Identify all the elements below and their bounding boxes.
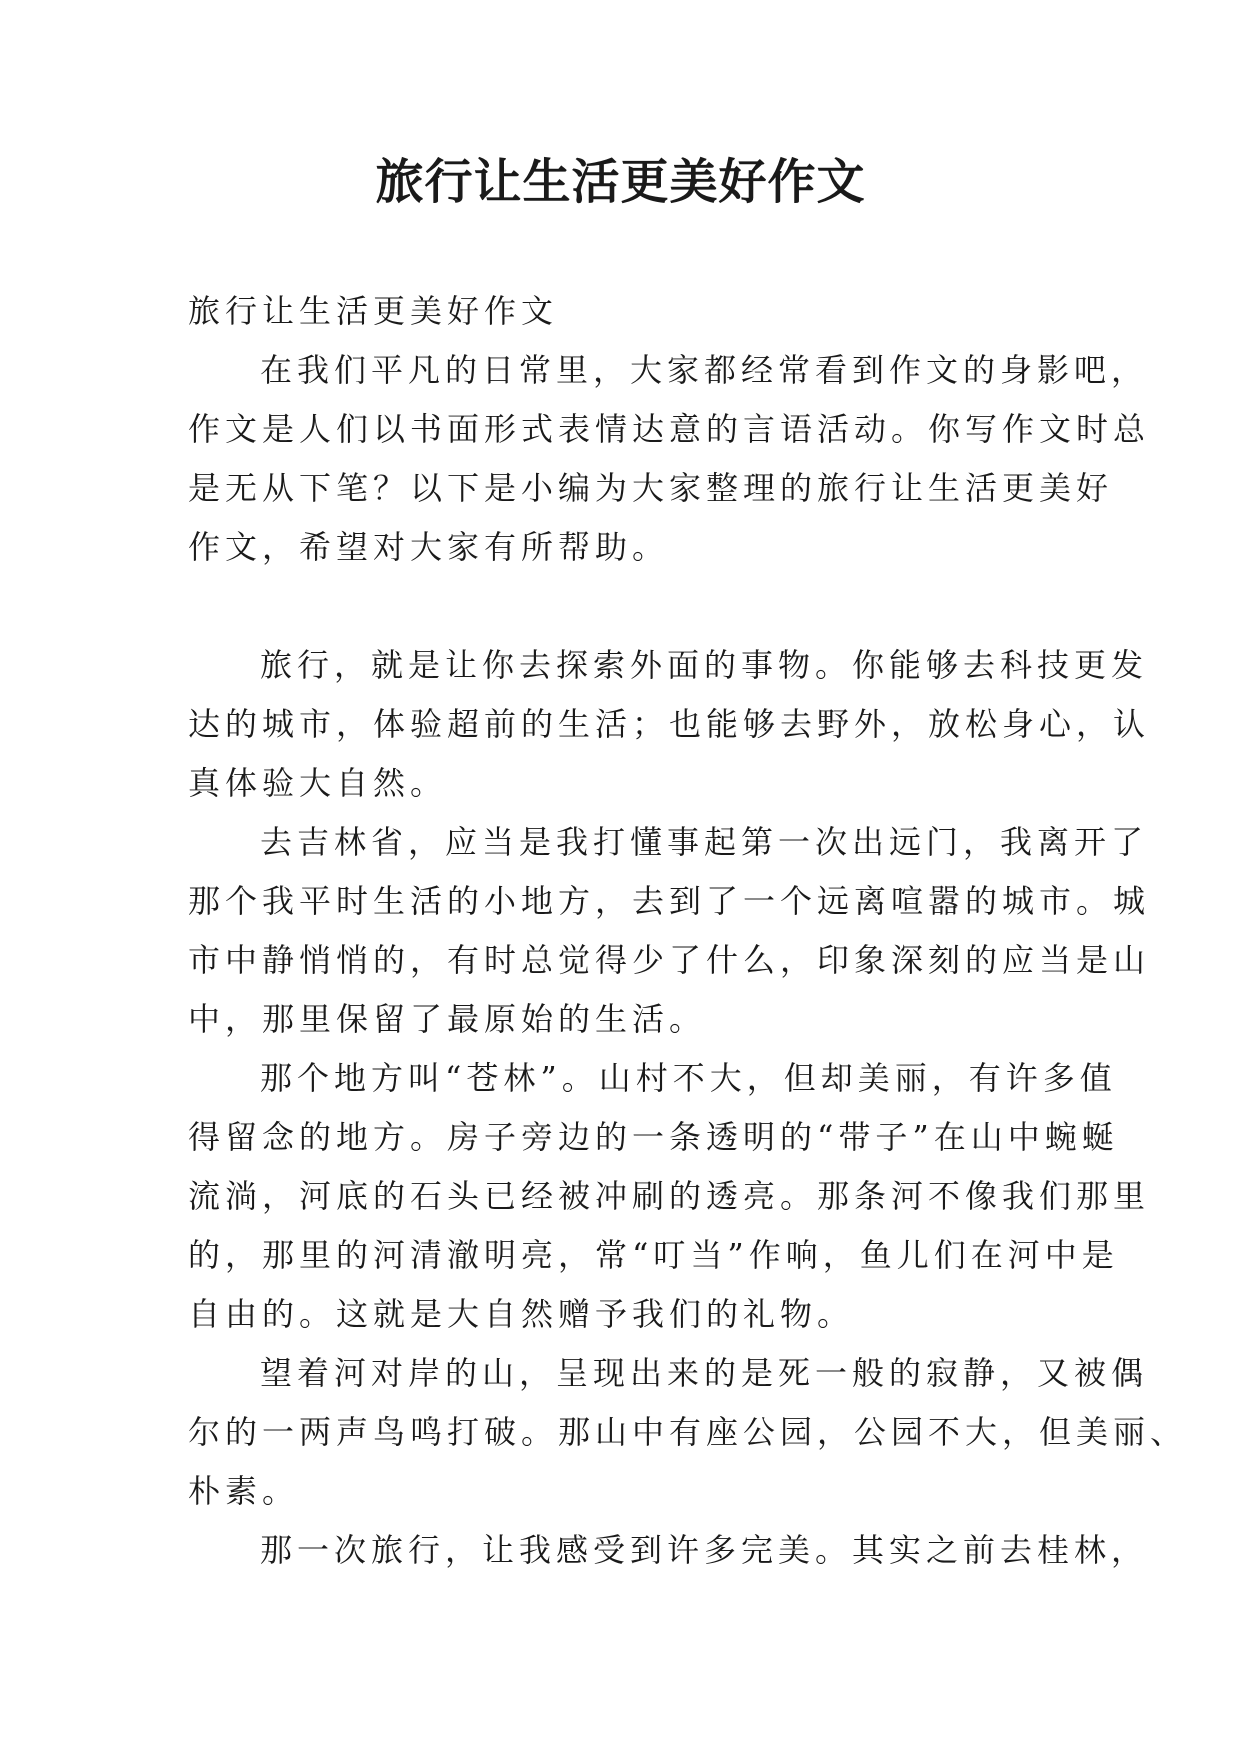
- paragraph-gap: [188, 577, 1058, 636]
- text-line: 流淌，河底的石头已经被冲刷的透亮。那条河不像我们那里: [188, 1177, 1151, 1215]
- subtitle-line: 旅行让生活更美好作文: [188, 292, 559, 330]
- text-line: 中，那里保留了最原始的生活。: [188, 1000, 707, 1038]
- text-line: 旅行，就是让你去探索外面的事物。你能够去科技更发: [260, 646, 1149, 684]
- text-line: 朴素。: [188, 1472, 300, 1510]
- text-line: 在我们平凡的日常里，大家都经常看到作文的身影吧，: [260, 351, 1149, 389]
- text-line: 的，那里的河清澈明亮，常“叮当”作响，鱼儿们在河中是: [188, 1236, 1119, 1274]
- document-body: [188, 282, 1188, 1580]
- text-line: 作文是人们以书面形式表情达意的言语活动。你写作文时总: [188, 410, 1151, 448]
- text-line: 作文，希望对大家有所帮助。: [188, 528, 670, 566]
- text-line: 是无从下笔？以下是小编为大家整理的旅行让生活更美好: [188, 469, 1114, 507]
- paragraph-canglin: [188, 1049, 1151, 1344]
- paragraph-travel-meaning: [188, 636, 1151, 813]
- text-line: 自由的。这就是大自然赠予我们的礼物。: [188, 1295, 855, 1333]
- text-line: 那个我平时生活的小地方，去到了一个远离喧嚣的城市。城: [188, 882, 1151, 920]
- paragraph-mountain: [188, 1344, 1188, 1521]
- text-line: 尔的一两声鸟鸣打破。那山中有座公园，公园不大，但美丽、: [188, 1413, 1188, 1451]
- document-title: 旅行让生活更美好作文: [375, 154, 866, 210]
- text-line: 那个地方叫“苍林”。山村不大，但却美丽，有许多值: [260, 1059, 1117, 1097]
- text-line: 得留念的地方。房子旁边的一条透明的“带子”在山中蜿蜒: [188, 1118, 1119, 1156]
- paragraph-intro: [188, 341, 1151, 577]
- text-line: 达的城市，体验超前的生活；也能够去野外，放松身心，认: [188, 705, 1151, 743]
- text-line: 市中静悄悄的，有时总觉得少了什么，印象深刻的应当是山: [188, 941, 1151, 979]
- text-line: 望着河对岸的山，呈现出来的是死一般的寂静，又被偶: [260, 1354, 1149, 1392]
- paragraph-jilin: [188, 813, 1151, 1049]
- text-line: 那一次旅行，让我感受到许多完美。其实之前去桂林，: [260, 1531, 1149, 1569]
- text-line: 真体验大自然。: [188, 764, 448, 802]
- paragraph-reflection: [188, 1521, 1149, 1580]
- text-line: 去吉林省，应当是我打懂事起第一次出远门，我离开了: [260, 823, 1149, 861]
